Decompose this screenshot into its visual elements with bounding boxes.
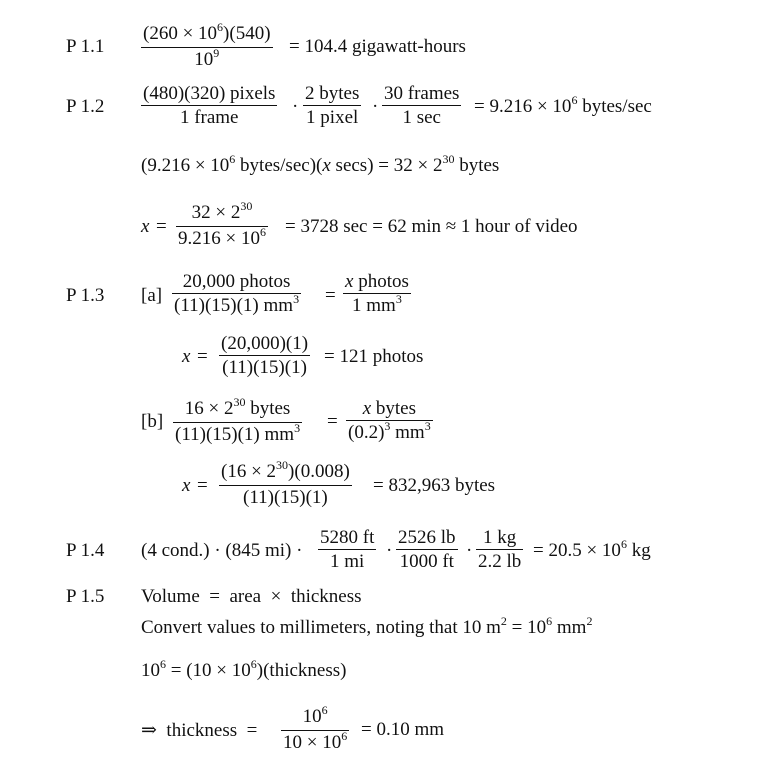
p13a-fraction-left: 20,000 photos (11)(15)(1) $mm^3$ xyxy=(174,271,300,316)
problem-label-1-5: P 1.5 xyxy=(66,586,105,607)
p12-fraction-x: $32 \times 2^{30}$ $9.216 \times 10^6$ xyxy=(178,199,266,249)
p13b-variable-x: x xyxy=(182,475,191,496)
p12-equation-line-2: ($9.216 \times 10^6$ bytes/sec)(x $\sec s) = 32 \times 2^{30}$ bytes xyxy=(141,152,500,176)
p14-result: = $20.5 \times 10^6$ kg xyxy=(533,537,651,561)
problem-label-1-1: P 1.1 xyxy=(66,36,105,57)
p13b-result: = 832,963 bytes xyxy=(373,475,496,496)
p15-convert-note: Convert values to millimeters, noting that 10 $m^2 = 10^6$ $mm^2$ xyxy=(141,614,593,638)
p15-volume-formula: Volume = area × thickness xyxy=(141,586,362,607)
p13b-fraction-right: x bytes $(0.2)^3$ $mm^3$ xyxy=(348,398,431,443)
p15-fraction-thickness: $10^6$ $10 \times 10^6$ xyxy=(283,703,348,753)
p12-result: = $9.216 \times 10^6$ bytes/sec xyxy=(474,93,652,117)
p12-dot-1: · xyxy=(292,96,299,117)
p13b-equals-2: = xyxy=(197,475,208,496)
problem-label-1-3: P 1.3 xyxy=(66,285,105,306)
problem-label-1-4: P 1.4 xyxy=(66,540,105,561)
p14-dot-1: · xyxy=(386,540,393,561)
p14-dot-2: · xyxy=(466,540,473,561)
p15-thickness-lhs: ⇒ thickness = xyxy=(141,720,258,741)
p12-fraction-frames-per-sec: 30 frames 1 sec xyxy=(384,83,460,128)
p13a-result: = 121 photos xyxy=(324,346,424,367)
p13a-variable-x: x xyxy=(182,346,191,367)
p12-equals: = xyxy=(156,216,167,237)
p12-fraction-pixels-per-frame: (480)(320) pixels 1 frame xyxy=(143,83,276,128)
p13b-equals: = xyxy=(327,411,338,432)
part-a-label: [a] xyxy=(141,285,163,306)
p11-result: = 104.4 gigawatt-hours xyxy=(289,36,466,57)
part-b-label: [b] xyxy=(141,411,164,432)
p12-variable-x: x xyxy=(141,216,150,237)
p14-fraction-kg-per-lb: 1 kg 2.2 lb xyxy=(478,527,522,572)
p14-lhs: (4 cond.) · (845 mi) · xyxy=(141,540,303,561)
p15-result: = 0.10 mm xyxy=(361,719,445,740)
p12-dot-2: · xyxy=(372,96,379,117)
p14-fraction-lb-per-ft: 2526 lb 1000 ft xyxy=(398,527,456,572)
p13a-equals: = xyxy=(325,285,336,306)
problem-label-1-2: P 1.2 xyxy=(66,96,105,117)
p11-fraction: $(260 \times 10^6)(540)$ $10^9$ xyxy=(143,20,271,70)
p12-fraction-bytes-per-pixel: 2 bytes 1 pixel xyxy=(305,83,360,128)
p12-video-result: = 3728 sec = 62 min ≈ 1 hour of video xyxy=(285,216,578,237)
p14-fraction-ft-per-mi: 5280 ft 1 mi xyxy=(320,527,375,572)
p13b-fraction-x: $(16 \times 2^{30})(0.008)$ (11)(15)(1) xyxy=(221,458,350,508)
p13a-fraction-x: (20,000)(1) (11)(15)(1) xyxy=(221,333,309,378)
p15-equation: $10^6 = (10$ × $10^6)(thickness)$ xyxy=(141,657,347,681)
p13a-fraction-right: x photos 1 $mm^3$ xyxy=(345,271,409,316)
p13b-fraction-left: $16 \times 2^{30}$ bytes (11)(15)(1) $mm^3$ xyxy=(175,395,301,445)
p13a-equals-2: = xyxy=(197,346,208,367)
